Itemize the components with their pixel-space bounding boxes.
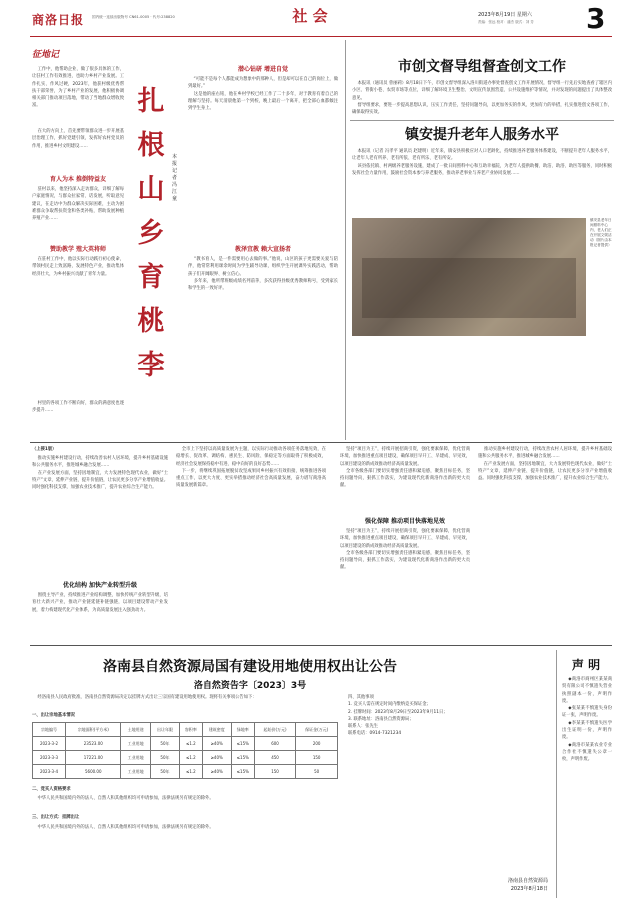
lower-subheading: 强化保障 推动项目快落地见效 [364,518,446,525]
col3-subheading: 潜心钻研 增进自觉 [237,66,289,73]
table-cell: 50年 [150,751,179,765]
page-number: 3 [586,2,606,35]
article-divider [350,120,614,121]
notice-section-heading: 二、竞买人资格要求 [32,787,71,792]
issue-date: 2023年8月19日 星期六 [478,12,532,18]
lower-subheading: 优化结构 加快产业转型升级 [62,582,138,589]
newspaper-logo: 商洛日报 [32,13,85,27]
notice-paragraph: 中华人民共和国境内外的法人、自然人和其他组织均可申请参加，法律法规另有规定的除外。 [32,796,214,801]
article-photo [352,218,586,336]
col1-subheading: 育人为本 推倒特益友 [49,176,107,183]
col3-subheading: 教泽宜教 赖大宣扬者 [234,246,292,253]
photo-caption: 镇安县老年日间照料中心内，老人们正在开展文娱活动（图片由本报记者提供） [590,218,612,247]
table-cell: ≥40% [202,765,231,779]
table-header-cell: 宗地面积(平方米) [66,723,121,737]
table-cell: 工业用地 [121,751,150,765]
notice-intro: 经洛南县人民政府批准，洛南县自然资源局决定以挂牌方式出让三宗国有建设用地使用权。现将有关事项公告如下： [32,695,257,700]
lower-paragraph: 围绕主导产业，持续推进产业结构调整，加快传统产业转型升级，培育壮大新兴产业，推动产业链延链补链强链，以项目建设带动产业发展，着力构建现代化产业体系，为高质量发展注入强劲动力。 [32,593,168,613]
table-cell: 50年 [150,737,179,751]
table-header-cell: 建筑密度 [202,723,231,737]
table-cell: ≤1.2 [180,765,202,779]
table-cell: ≤15% [231,751,254,765]
lower-paragraph: 全市上下坚持以高质量发展为主题，以实际行动推动各项任务落地见效，在稳增长、促改革、调结构、惠民生、防风险、保稳定等方面取得了积极成效，经济社会发展保持稳中有进、稳中向好的良好态势…… 下一步，将继续巩固拓展脱贫攻坚成果同乡村振兴有效衔接，统筹推进各项重点工作，以更大力度、更实举措推动经济社会高质量发展，奋力谱写商洛高质量发展新篇章。 [176,447,326,489]
table-cell: 200 [296,737,338,751]
continued-tag: （上接1版） [32,447,57,452]
table-cell: 150 [254,765,296,779]
col1-paragraph: 工作中，他帮助企业、做了很多具体的工作，让驻村工作有效推进，也助力乡村产业发展。工作扎实、作风过硬，2023年，他获村级优秀帮扶干部荣誉，为了乡村产业的发展，他积极协调相关部门推动项目落地，带动了当地群众增收致富。 [32,67,124,109]
lower-paragraph: 坚持“项目为王”，持续开展招商引资，强化要素保障，优化营商环境，加快推进重点项目建设，确保项目早开工、早建成、早见效，以项目建设的新成效推动经济高质量发展。 全市各级各部门要切实增强责任感和紧迫感，聚焦目标任务，坚持问题导向，狠抓工作落实，为建设现代化新商洛作出新的更大贡献。 [340,447,470,489]
notice-right-column: 四、其他事项 1. 竞买人需在规定时间内缴纳竞买保证金； 2. 挂牌时间：2023年8月29日至2023年9月11日； 3. 联系地址：洛南县自然资源局； 联系人：张先生 联系电话：0914-7321234 [348,695,448,737]
article-headline: 镇安提升老年人服务水平 [405,127,559,143]
feature-byline: 本报记者 冯江童 [172,154,178,202]
col3-paragraph: “教书育人，是一件需要用心去做的事。”他说，山区的孩子更需要关爱与陪伴，他常常利用课余时间为学生辅导功课，组织学生开展课外实践活动，帮助孩子们开阔眼界、树立信心。 多年来，他所带班级成绩名列前茅，多次获得县级优秀教师称号，受到家长和学生的一致好评。 [188,257,338,292]
table-cell: ≤15% [231,737,254,751]
lower-paragraph: 坚持“项目为王”，持续开展招商引资，强化要素保障，优化营商环境，加快推进重点项目建设，确保项目早开工、早建成、早见效，以项目建设的新成效推动经济高质量发展。 全市各级各部门要切实增强责任感和紧迫感，聚焦目标任务，坚持问题导向，狠抓工作落实，为建设现代化新商洛作出新的更大贡献。 [340,529,470,571]
table-row [33,765,338,779]
notice-paragraph: 中华人民共和国境内外的法人、自然人和其他组织均可申请参加，法律法规另有规定的除外。 [32,825,214,830]
table-cell: 600 [254,737,296,751]
table-cell: ≥40% [202,751,231,765]
column-divider [556,650,557,898]
section-name: 社 会 [292,7,328,25]
table-row [33,737,338,751]
feature-vertical-title: 扎根山乡育桃李 [137,86,165,381]
article-body: 本报讯（记者 冯孝平 通讯员 赵建明）近年来，镇安县积极应对人口老龄化，持续推进养老服务体系建设，不断提升老年人服务水平，让老年人老有所养、老有所依、老有所乐、老有所安。 该县依托镇、村两级养老服务设施，建成了一批日间照料中心和互助幸福院，为老年人提供助餐、助洁、助浴、助医等服务，同时积极发挥社会力量作用，鼓励社会资本参与养老服务，推动养老事业与养老产业协同发展…… [352,149,612,176]
lower-paragraph: 推动实施乡村建设行动，持续改善农村人居环境，提升乡村基础设施和公共服务水平，推进城乡融合发展…… 在产业发展方面，坚持因地制宜，大力发展特色现代农业，做好“土特产”文章，延伸产业链、提升价值链，让农民更多分享产业增值收益。同时强化科技支撑，加强农业技术推广，提升农业综合生产能力。 [478,447,612,482]
table-header-cell: 土地用途 [121,723,150,737]
table-row [33,751,338,765]
table-cell: 450 [254,751,296,765]
table-cell: 23523.00 [66,737,121,751]
table-cell: ≤1.2 [180,751,202,765]
masthead-rule [30,36,612,37]
table-cell: 50年 [150,765,179,779]
table-header-cell: 保证金(万元) [296,723,338,737]
column-divider [345,40,346,440]
land-parcel-table [32,722,338,779]
statement-body: ◆商洛市商州区某某商贸有限公司不慎遗失营业执照副本一份，声明作废。 ◆张某某不慎遗失身份证一张，声明作废。 ◆李某某不慎遗失医学出生证明一份，声明作废。 ◆商洛市某某农业专业合作社不慎遗失公章一枚，声明作废。 [562,677,612,763]
table-header-cell: 起始价(万元) [254,723,296,737]
col1-paragraph: 驻村以来，他坚持深入走访群众，详细了解每户家庭情况，与群众拉家常、话发展，听取意见建议，在走访中为群众解决实际困难，主动为困难群众争取帮扶资金和各类补贴，帮助发展种植养殖产业…… [32,187,124,222]
table-header-cell: 出让年限 [150,723,179,737]
section-divider [30,442,612,443]
article-body: 本报讯（通讯员 曾丽莉）8月18日下午，市创文督导组深入洛川街道办事处督查创文工作开展情况，督导组一行先后实地查看了辖区内小区、背街小巷、农贸市场等点位，详细了解环境卫生整治、文明宣传氛围营造、公共设施维护等情况，并对发现的问题提出了具体整改意见。 督导组要求，要进一步提高思想认识，压实工作责任，坚持问题导向，以更加务实的作风、更加有力的举措，扎实推进创文各项工作，确保取得实效。 [352,81,612,116]
table-cell: ≥40% [202,737,231,751]
article-feature-header: 征地记 [32,50,60,60]
table-cell: 2023-3-3 [33,751,66,765]
table-header-cell: 容积率 [180,723,202,737]
photo-scene [362,258,576,318]
table-header-cell: 宗地编号 [33,723,66,737]
table-header-row [33,723,338,737]
publication-info: 国内统一连续出版物号 CN61-0005 · 代号:238820 [92,15,175,19]
table-cell: 2023-3-4 [33,765,66,779]
table-cell: 50 [296,765,338,779]
col1-paragraph: 在大的方向上，首先要带领群众进一步开展基层治理工作，抓好党建引领，发挥好农村党员的作用，推进乡村文明建设…… [32,129,124,149]
notice-issuer: 洛南县自然资源局 [507,878,548,884]
col1-paragraph: 在驻村工作中，他以实际行动践行初心使命，带领村民走上致富路，发展特色产业，推动集体经济壮大，为乡村振兴贡献了青年力量。 [32,257,124,277]
article-headline: 市创文督导组督查创文工作 [398,59,566,75]
lower-paragraph: 推动实施乡村建设行动，持续改善农村人居环境，提升乡村基础设施和公共服务水平，推进城乡融合发展…… 在产业发展方面，坚持因地制宜，大力发展特色现代农业，做好“土特产”文章，延伸产业链、提升价值链，让农民更多分享产业增值收益。同时强化科技支撑，加强农业技术推广，提升农业综合生产能力。 [32,456,168,491]
editor-credits: 责编：张远 校对：潘杰 版式：刘 芳 [478,20,534,24]
table-cell: ≤1.2 [180,737,202,751]
table-cell: 5600.00 [66,765,121,779]
land-notice [30,652,552,897]
table-cell: 2023-3-2 [33,737,66,751]
table-cell: 150 [296,751,338,765]
section-divider [30,645,612,646]
col1-subheading: 赞助教学 殖大英将师 [49,246,107,253]
notice-section-heading: 三、出让方式：挂牌出让 [32,815,80,820]
notice-issue-date: 2023年8月18日 [510,886,548,892]
col3-paragraph: “可能不是每个人都能成为想象中的那种人，但是却可以在自己的岗位上，做到最好。” 这是他的座右铭，他在乡村学校已经工作了二十多年，对于教育有着自己的理解与坚持。每天清晨他第一个到校，晚上最后一个离开，把全部心血都倾注到学生身上。 [188,77,338,112]
table-cell: 工业用地 [121,737,150,751]
notice-title: 洛南县自然资源局国有建设用地使用权出让公告 [103,659,397,675]
notice-section-heading: 一、出让宗地基本情况 [32,713,75,718]
table-cell: 工业用地 [121,765,150,779]
table-header-cell: 绿地率 [231,723,254,737]
notice-doc-number: 洛自然资告字〔2023〕3号 [193,681,307,691]
table-cell: 17221.00 [66,751,121,765]
col1-paragraph: 村里的各项工作不断向好，群众的满意度也逐步提升…… [32,401,124,414]
table-cell: ≤15% [231,765,254,779]
statement-title: 声 明 [571,658,601,672]
